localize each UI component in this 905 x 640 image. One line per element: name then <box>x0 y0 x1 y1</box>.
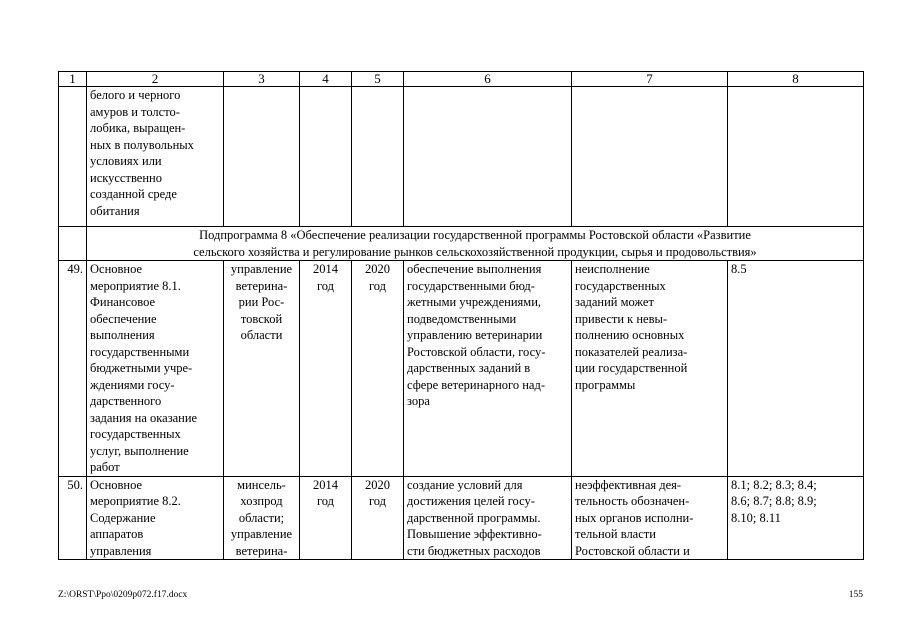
header-cell: 1 <box>59 72 87 87</box>
cell-text-line: белого и черного <box>90 88 181 102</box>
measure-name-cell <box>87 476 224 560</box>
cell-text-line: год <box>368 278 387 293</box>
cell-text-line: тельной власти <box>575 527 656 541</box>
executor-cell <box>224 87 300 227</box>
end-year-cell <box>352 87 404 227</box>
cell-text-line: мероприятие 8.2. <box>90 494 181 508</box>
cell-text-line: условиях или <box>90 154 162 168</box>
cell-text-line: управление <box>230 527 293 541</box>
cell-text-line: неэффективная дея- <box>575 477 682 492</box>
cell-text-line: управления <box>90 543 152 558</box>
cell-text-line: заданий может <box>575 295 654 309</box>
cell-text-line: дарственного <box>90 394 162 408</box>
cell-text-line: рии Рос- <box>238 295 285 309</box>
program-table <box>58 71 864 560</box>
cell-text-line: Ростовской области и <box>575 543 690 558</box>
cell-text-line: амуров и толсто- <box>90 104 180 119</box>
header-row <box>59 72 864 87</box>
cell-text-line: обитания <box>90 203 140 218</box>
consequences-cell <box>572 261 728 477</box>
cell-text-line: услуг, выполнение <box>90 443 189 458</box>
cell-text-line: задания на оказание <box>90 410 198 425</box>
cell-text-line: искусственно <box>90 170 162 185</box>
table-row-49 <box>59 261 864 477</box>
cell-text-line: ветерина- <box>235 543 288 558</box>
header-cell: 5 <box>352 72 404 87</box>
cell-text-line: подведомственными <box>407 311 517 326</box>
cell-text-line: 8.6; 8.7; 8.8; 8.9; <box>731 494 817 508</box>
cell-text-line: дарственных заданий в <box>407 361 531 375</box>
cell-text-line: год <box>316 494 335 508</box>
page-number: 155 <box>848 590 863 600</box>
cell-text-line: мероприятие 8.1. <box>90 278 181 293</box>
indicators-cell <box>728 261 864 477</box>
cell-text-line: достижения целей госу- <box>407 494 535 508</box>
consequences-cell <box>572 476 728 560</box>
consequences-cell <box>572 87 728 227</box>
cell-text-line: Ростовской области, госу- <box>407 344 546 359</box>
row-number-cell: 50. <box>59 476 87 560</box>
cell-text-line: минсель- <box>237 477 286 492</box>
cell-text-line: Содержание <box>90 510 156 525</box>
cell-text-line: Основное <box>90 477 143 492</box>
executor-cell <box>224 261 300 477</box>
cell-text-line: ных в полувольных <box>90 137 194 152</box>
cell-text-line: год <box>316 278 335 293</box>
cell-text-line: государственных <box>90 427 181 441</box>
row-number-cell <box>59 87 87 227</box>
cell-text-line: обеспечение <box>90 311 157 326</box>
cell-text-line: ции государственной <box>575 361 688 375</box>
cell-text-line: ждениями госу- <box>90 377 175 392</box>
cell-text-line: 2014 <box>313 477 338 492</box>
cell-text-line: 2020 <box>365 477 390 492</box>
cell-text-line: сти бюджетных расходов <box>407 543 541 558</box>
header-cell: 3 <box>224 72 300 87</box>
cell-text-line: создание условий для <box>407 477 523 492</box>
executor-cell <box>224 476 300 560</box>
header-cell: 8 <box>728 72 864 87</box>
indicators-cell <box>728 476 864 560</box>
cell-text-line: государственными <box>90 344 190 359</box>
cell-text-line: зора <box>407 394 430 408</box>
start-year-cell <box>300 87 352 227</box>
cell-text-line: товской <box>240 311 283 326</box>
cell-text-line: лобика, выращен- <box>90 121 186 135</box>
start-year-cell <box>300 476 352 560</box>
cell-text-line: области; <box>238 510 285 525</box>
row-number-cell <box>59 227 87 261</box>
cell-text-line: государственных <box>575 278 666 293</box>
cell-text-line: ных органов исполни- <box>575 510 694 525</box>
cell-text-line: хозпрод <box>240 494 283 508</box>
cell-text-line: ветерина- <box>235 278 288 293</box>
measure-name-cell <box>87 87 224 227</box>
cell-text-line: Повышение эффективно- <box>407 527 542 541</box>
indicators-cell <box>728 87 864 227</box>
cell-text-line: 2014 <box>313 262 338 276</box>
cell-text-line: неисполнение <box>575 262 650 276</box>
header-cell: 6 <box>404 72 572 87</box>
cell-text-line: работ <box>90 460 120 474</box>
cell-text-line: управлению ветеринарии <box>407 328 543 342</box>
cell-text-line: Финансовое <box>90 295 156 309</box>
row-number-cell: 49. <box>59 261 87 477</box>
cell-text-line: сфере ветеринарного над- <box>407 377 545 392</box>
cell-text-line: Основное <box>90 262 143 276</box>
end-year-cell <box>352 261 404 477</box>
header-cell: 2 <box>87 72 224 87</box>
cell-text-line: управление <box>230 262 293 276</box>
cell-text-line: год <box>368 494 387 508</box>
file-path: Z:\ORST\Ppo\0209p072.f17.docx <box>58 590 188 600</box>
header-cell: 7 <box>572 72 728 87</box>
table-row-continuation <box>59 87 864 227</box>
cell-text-line: 8.5 <box>731 262 747 276</box>
cell-text-line: аппаратов <box>90 527 144 541</box>
cell-text-line: 2020 <box>365 262 390 276</box>
cell-text-line: показателей реализа- <box>575 344 688 359</box>
cell-text-line: государственными бюд- <box>407 278 535 293</box>
measure-name-cell <box>87 261 224 477</box>
subprogram-row <box>59 227 864 261</box>
cell-text-line: области <box>240 328 283 342</box>
subprogram-title <box>87 227 864 261</box>
cell-text-line: бюджетными учре- <box>90 361 193 375</box>
cell-text-line: дарственной программы. <box>407 510 541 525</box>
header-cell: 4 <box>300 72 352 87</box>
expected-result-cell <box>404 261 572 477</box>
cell-text-line: созданной среде <box>90 187 177 201</box>
expected-result-cell <box>404 87 572 227</box>
cell-text-line: обеспечение выполнения <box>407 262 542 276</box>
cell-text-line: тельность обозначен- <box>575 494 690 508</box>
cell-text-line: 8.10; 8.11 <box>731 510 781 525</box>
table-row-50 <box>59 476 864 560</box>
cell-text-line: 8.1; 8.2; 8.3; 8.4; <box>731 477 817 492</box>
end-year-cell <box>352 476 404 560</box>
cell-text-line: полнению основных <box>575 328 685 342</box>
subprogram-line: Подпрограмма 8 «Обеспечение реализации государственной программы Ростовской области «Развитие <box>199 228 751 242</box>
cell-text-line: программы <box>575 377 636 392</box>
cell-text-line: привести к невы- <box>575 311 668 326</box>
start-year-cell <box>300 261 352 477</box>
cell-text-line: жетными учреждениями, <box>407 295 542 309</box>
subprogram-line: сельского хозяйства и регулирование рынков сельскохозяйственной продукции, сырья и продовольствия» <box>193 244 757 259</box>
cell-text-line: выполнения <box>90 328 155 342</box>
expected-result-cell <box>404 476 572 560</box>
